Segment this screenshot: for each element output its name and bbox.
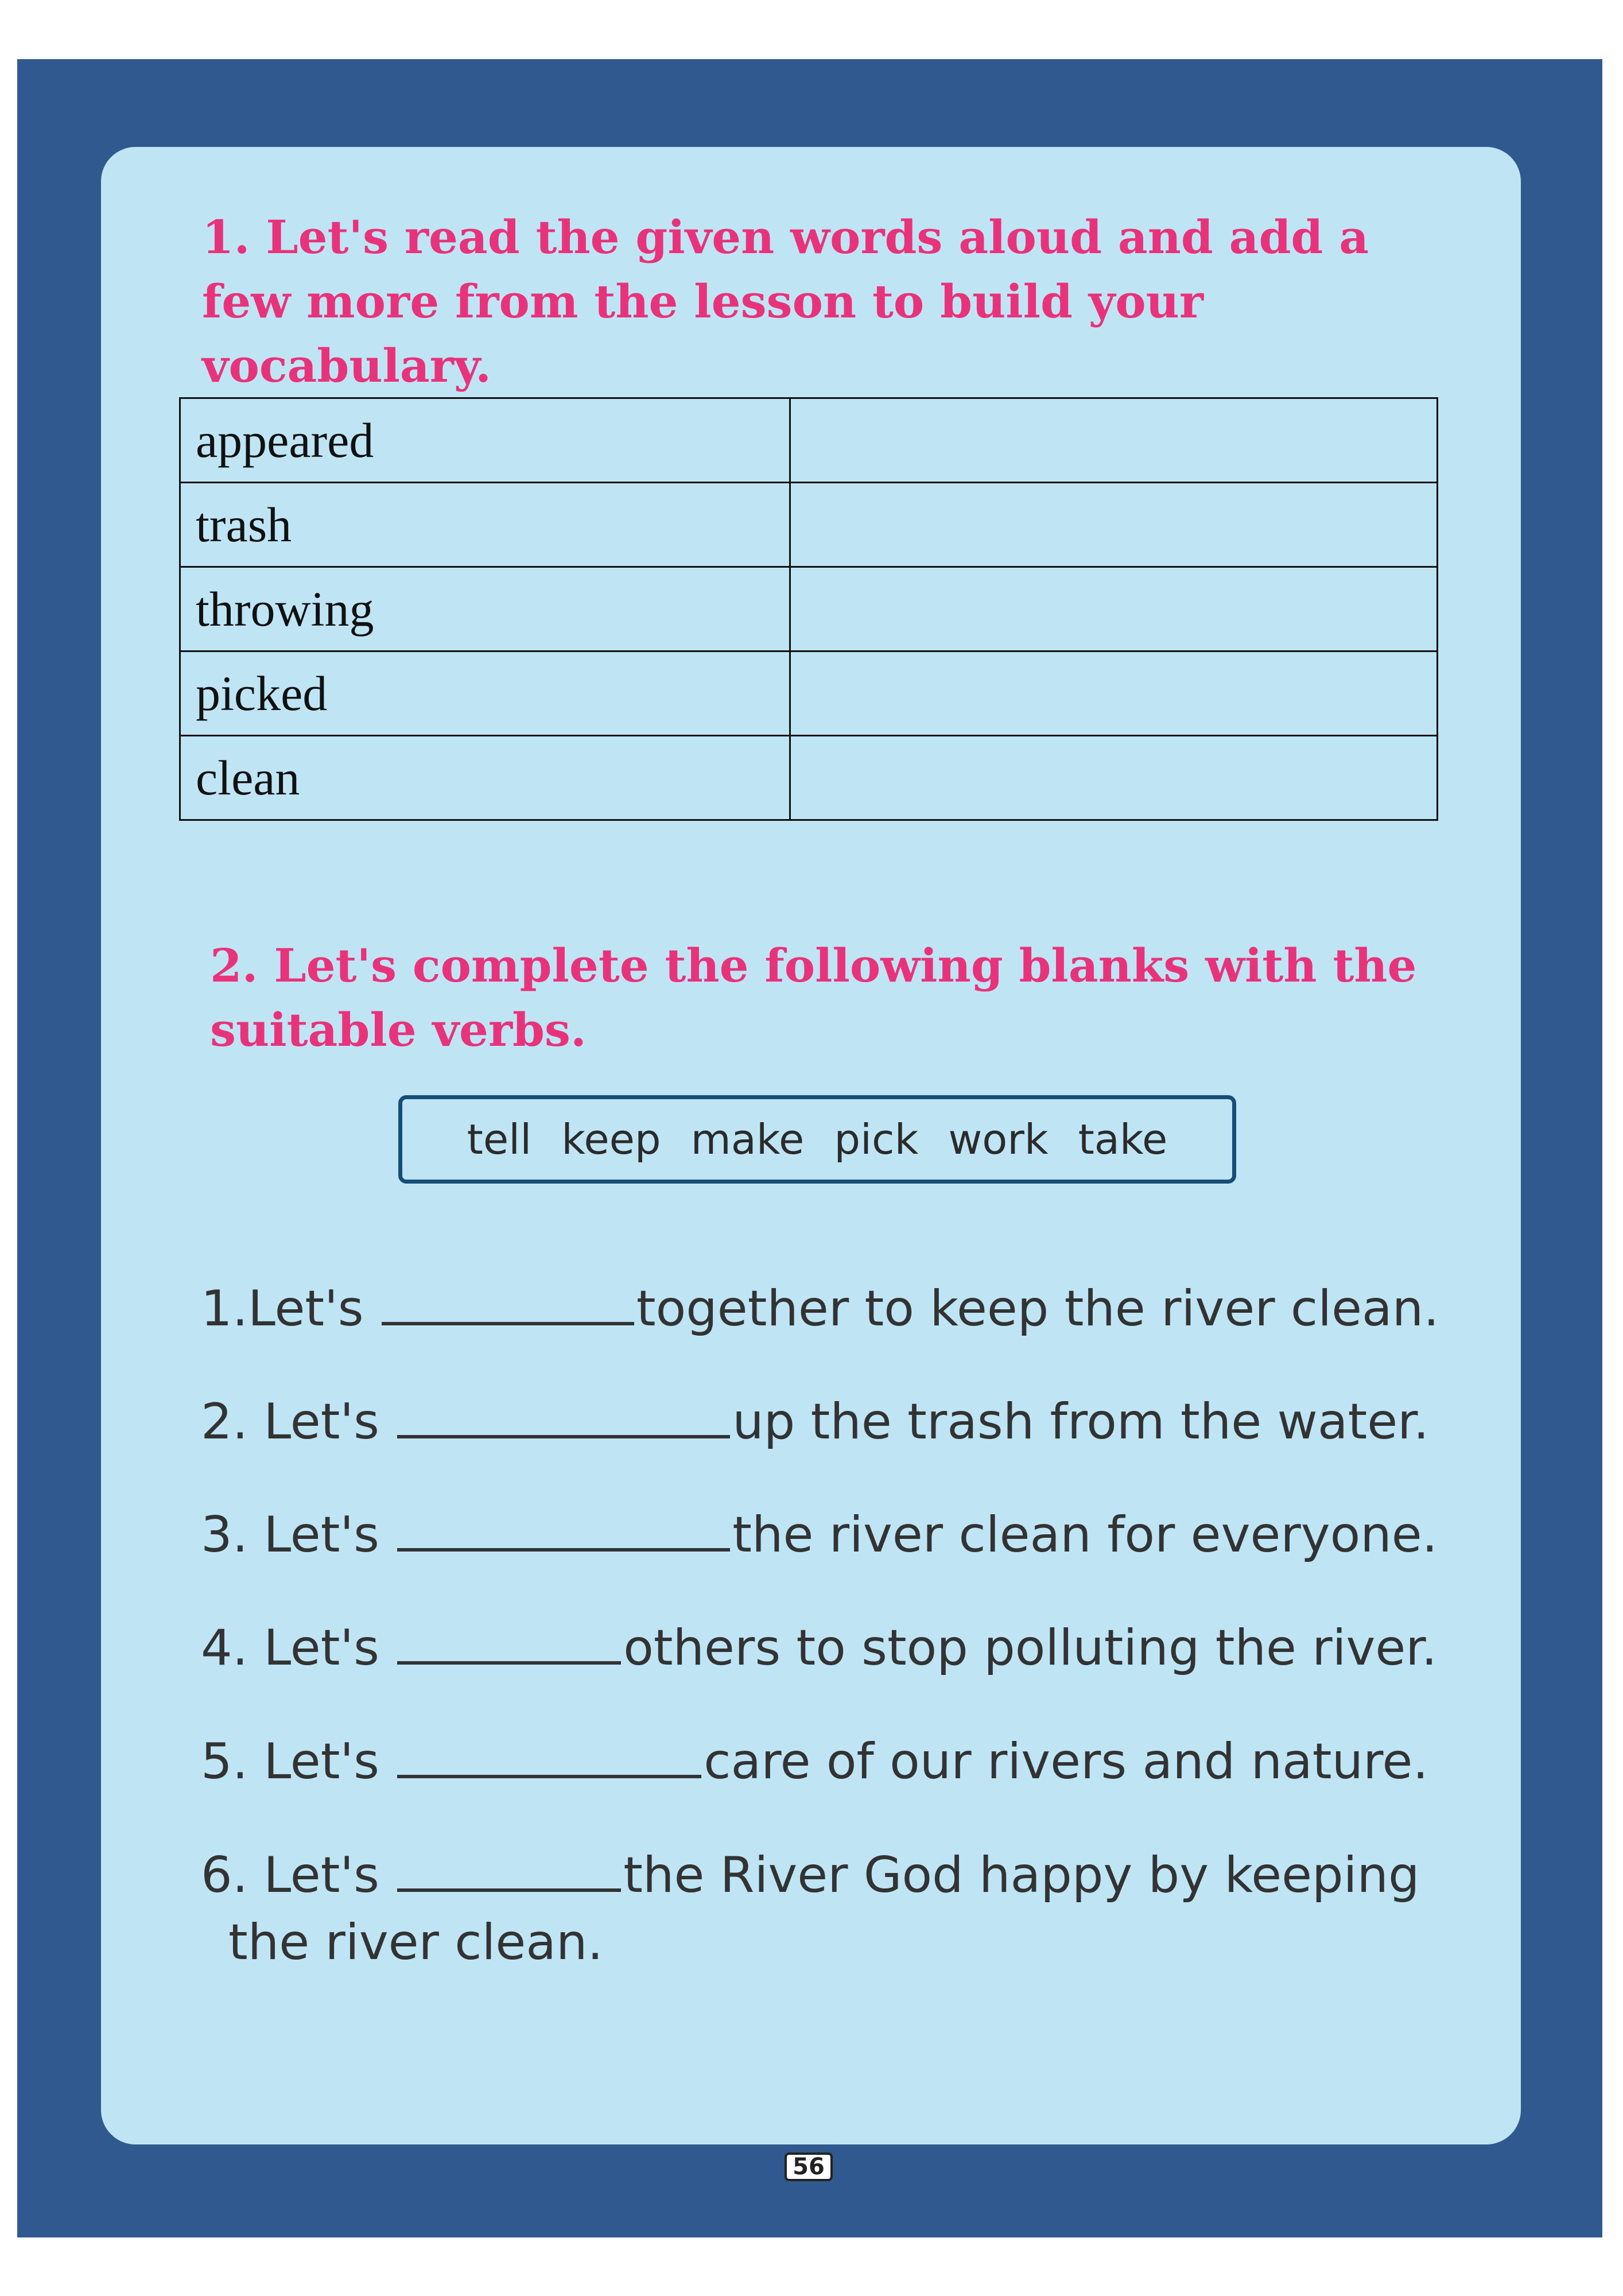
vocab-word: trash (180, 483, 790, 567)
vocab-word: clean (180, 736, 790, 820)
word-bank-item: pick (834, 1115, 919, 1163)
sentence-5 (201, 1730, 1428, 1793)
exercise-2-heading: 2. Let's complete the following blanks with the suitable verbs. (210, 938, 1417, 1057)
table-row (180, 651, 1438, 736)
vocab-blank-cell[interactable] (790, 483, 1438, 567)
sentence-suffix: the river clean for everyone. (732, 1506, 1438, 1564)
sentence-1 (201, 1277, 1439, 1340)
word-bank-item: make (690, 1115, 805, 1163)
sentence-2 (201, 1390, 1429, 1453)
answer-blank[interactable] (397, 1730, 701, 1778)
word-bank-item: work (948, 1115, 1049, 1163)
answer-blank[interactable] (382, 1277, 634, 1325)
table-row (180, 483, 1438, 567)
answer-blank[interactable] (397, 1616, 621, 1665)
answer-blank[interactable] (397, 1503, 730, 1552)
sentence-prefix: 4. Let's (201, 1619, 395, 1677)
table-row (180, 567, 1438, 651)
page-number: 56 (785, 2152, 833, 2181)
vocab-blank-cell[interactable] (790, 398, 1438, 483)
sentence-prefix: 2. Let's (201, 1393, 395, 1450)
word-bank (398, 1095, 1236, 1184)
word-bank-item: tell (467, 1115, 532, 1163)
word-bank-item: take (1078, 1115, 1168, 1163)
sentence-prefix: 6. Let's (201, 1847, 395, 1904)
vocab-word: throwing (180, 567, 790, 651)
answer-blank[interactable] (397, 1844, 621, 1892)
sentence-suffix: the River God happy by keeping (623, 1847, 1420, 1904)
word-bank-item: keep (561, 1115, 661, 1163)
vocab-word: picked (180, 651, 790, 736)
vocab-blank-cell[interactable] (790, 736, 1438, 820)
sentence-suffix: others to stop polluting the river. (623, 1619, 1438, 1677)
sentence-4 (201, 1616, 1437, 1679)
sentence-prefix: 5. Let's (201, 1733, 395, 1790)
sentence-suffix: up the trash from the water. (732, 1393, 1429, 1450)
sentence-suffix: together to keep the river clean. (636, 1280, 1439, 1337)
sentence-prefix: 3. Let's (201, 1506, 395, 1564)
sentence-3 (201, 1503, 1438, 1566)
answer-blank[interactable] (397, 1390, 730, 1438)
vocab-blank-cell[interactable] (790, 567, 1438, 651)
table-row (180, 736, 1438, 820)
sentence-prefix: 1.Let's (201, 1280, 379, 1337)
sentence-6 (201, 1844, 1420, 1906)
sentence-suffix: care of our rivers and nature. (704, 1733, 1428, 1790)
sentence-6-continuation: the river clean. (228, 1914, 603, 1971)
vocabulary-table (179, 397, 1438, 821)
vocab-blank-cell[interactable] (790, 651, 1438, 736)
exercise-1-heading: 1. Let's read the given words aloud and add a few more from the lesson to build your vocabulary. (202, 210, 1369, 393)
table-row (180, 398, 1438, 483)
vocab-word: appeared (180, 398, 790, 483)
